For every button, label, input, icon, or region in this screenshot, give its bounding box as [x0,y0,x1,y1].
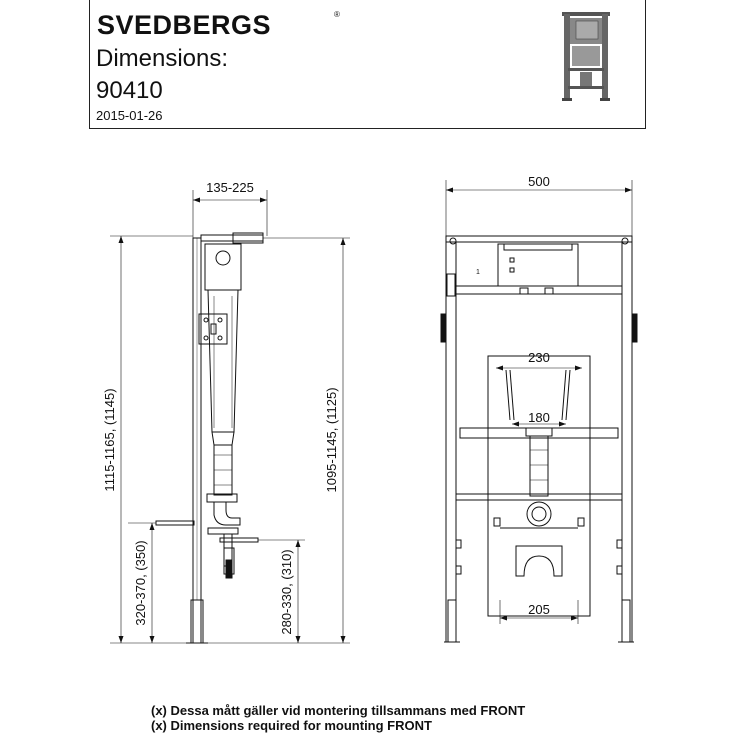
front-flush-pipe [530,436,548,496]
side-view [156,233,263,643]
product-code: 90410 [96,77,163,104]
dim-frame-height-label: 1095-1145, (1125) [324,387,339,493]
front-lower-rail [456,494,622,500]
dim-bottom-spacing-label: 205 [528,602,550,617]
footnote-swedish: (x) Dessa mått gäller vid montering tillsammans med FRONT [151,703,526,718]
dim-bolt-spacing-label: 230 [528,350,550,365]
registered-mark: ® [334,10,340,19]
side-mount-plate [199,314,227,344]
front-outlet-ring [527,502,551,526]
side-support-arm [156,521,194,525]
front-cistern-rail [456,286,622,294]
side-cistern-body [208,290,238,432]
dim-lower-height-label: 320-370, (350) [133,540,148,626]
footnote-english: (x) Dimensions required for mounting FRONT [151,718,432,733]
front-view [441,236,637,642]
brand-logo: SVEDBERGS [97,10,272,40]
document-title: Dimensions: [96,45,229,72]
dim-depth-label: 135-225 [206,180,254,195]
dim-total-height-label: 1115-1165, (1145) [102,388,117,492]
front-top-rail [446,236,632,242]
front-part-label: 1 [476,269,480,276]
front-left-post [446,242,456,642]
front-inner-frame [488,356,590,616]
side-top-bracket [201,235,263,241]
front-right-post [622,242,632,642]
front-drain-bracket [516,546,562,576]
front-dimensions [446,180,632,624]
dim-width-label: 500 [528,174,550,189]
side-drain-bracket [220,538,258,542]
document-date: 2015-01-26 [96,108,163,123]
dim-drain-height-label: 280-330, (310) [279,549,294,635]
dim-inner-spacing-label: 180 [528,410,550,425]
